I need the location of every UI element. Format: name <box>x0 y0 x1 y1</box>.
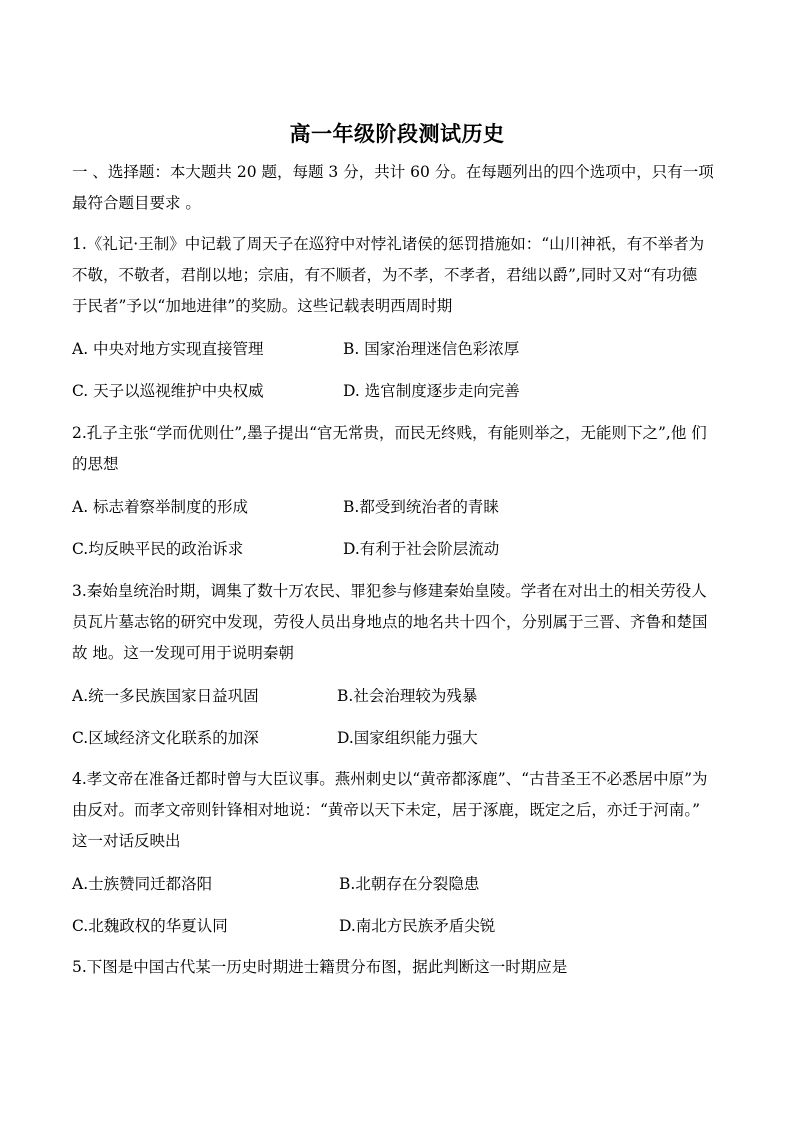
question-1-option-c: C. 天子以巡视维护中央权威 <box>72 382 264 400</box>
question-3-option-c: C.区域经济文化联系的加深 <box>72 729 259 747</box>
question-2-option-a: A. 标志着察举制度的形成 <box>72 498 249 516</box>
question-3-option-a: A.统一多民族国家日益巩固 <box>72 687 259 705</box>
question-1-option-d: D. 选官制度逐步走向完善 <box>343 382 520 400</box>
question-2-line-1: 2.孔子主张“学而优则仕”,墨子提出“官无常贵，而民无终贱，有能则举之，无能则下之”,他 们 <box>72 424 707 442</box>
question-4-option-a: A.士族赞同迁都洛阳 <box>72 875 213 893</box>
question-2-option-c: C.均反映平民的政治诉求 <box>72 540 244 558</box>
question-4-line-3: 这一对话反映出 <box>72 832 181 850</box>
section-instruction-line-1: 一 、选择题：本大题共 20 题，每题 3 分，共计 60 分。在每题列出的四个选项中，只有一项 <box>72 163 714 181</box>
question-1-line-2: 不敬，不敬者，君削以地；宗庙，有不顺者，为不孝，不孝者，君绌以爵”,同时又对“有功德 <box>72 266 698 284</box>
question-1-line-1: 1.《礼记·王制》中记载了周天子在巡狩中对悖礼诸侯的惩罚措施如：“山川神祇，有不举者为 <box>72 235 705 253</box>
question-4-option-d: D.南北方民族矛盾尖锐 <box>339 917 496 935</box>
section-instruction-line-2: 最符合题目要求 。 <box>72 194 201 212</box>
question-2-line-2: 的思想 <box>72 455 119 473</box>
question-3-line-2: 员瓦片墓志铭的研究中发现，劳役人员出身地点的地名共十四个，分别属于三晋、齐鲁和楚国 <box>72 613 708 631</box>
question-4-option-c: C.北魏政权的华夏认同 <box>72 917 228 935</box>
page-title: 高一年级阶段测试历史 <box>289 122 505 146</box>
question-3-line-1: 3.秦始皇统治时期，调集了数十万农民、罪犯参与修建秦始皇陵。学者在对出土的相关劳役人 <box>72 582 707 600</box>
question-3-line-3: 故 地。这一发现可用于说明秦朝 <box>72 644 294 662</box>
question-2-option-d: D.有利于社会阶层流动 <box>343 540 500 558</box>
question-4-line-2: 由反对。而孝文帝则针锋相对地说：“黄帝以天下未定，居于涿鹿，既定之后，亦迁于河南。” <box>72 801 701 819</box>
question-1-option-a: A. 中央对地方实现直接管理 <box>72 340 264 358</box>
question-3-option-d: D.国家组织能力强大 <box>337 729 478 747</box>
question-3-option-b: B.社会治理较为残暴 <box>337 687 478 705</box>
question-4-line-1: 4.孝文帝在准备迁都时曾与大臣议事。燕州刺史以“黄帝都涿鹿”、“古昔圣王不必悉居中原”为 <box>72 770 708 788</box>
question-1-option-b: B. 国家治理迷信色彩浓厚 <box>343 340 520 358</box>
question-2-option-b: B.都受到统治者的青睐 <box>343 498 499 516</box>
question-1-line-3: 于民者”予以“加地进律”的奖励。这些记载表明西周时期 <box>72 297 453 315</box>
question-4-option-b: B.北朝存在分裂隐患 <box>339 875 480 893</box>
question-5-line-1: 5.下图是中国古代某一历史时期进士籍贯分布图，据此判断这一时期应是 <box>72 958 568 976</box>
